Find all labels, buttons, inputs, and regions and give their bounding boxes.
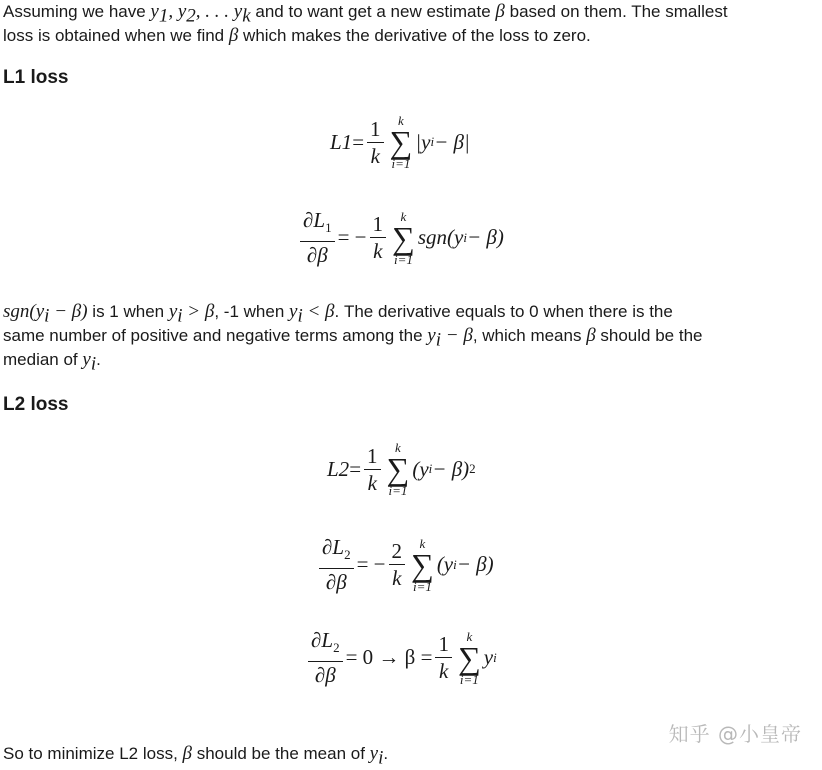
watermark: 知乎 @小皇帝 [668,722,802,746]
l2-derivative-equation: $\frac{\partial L_2}{\partial\beta}$ = − $\frac{2}{k}$ k ∑ i=1 (y i − β) [316,535,494,594]
summation: k ∑ i=1 [392,208,415,267]
l2-loss-equation: L2 = $\frac{1}{k}$ k ∑ i=1 (y i − β) 2 [327,440,476,498]
fraction-1-over-k: $\frac{1}{k}$ [367,117,384,168]
l1-explain-line-1: $sgn(y_i - \beta)$ is 1 when $y_i > \beta$, -1 when $y_i < \beta$. The derivative equals to 0 when there is the [3,301,673,327]
l1-heading: L1 loss [3,67,69,88]
l1-explain-line-3: median of $y_i$. [3,349,101,375]
intro-line-1: Assuming we have $y_1$, $y_2$, . . . $y_k$ and to want get a new estimate β based on them. The smallest [3,1,728,27]
summation: k ∑ i=1 [457,628,481,687]
partial-fraction: $\frac{\partial L_1}{\partial\beta}$ [300,208,335,267]
fraction-2-over-k: $\frac{2}{k}$ [389,539,406,590]
partial-fraction: $\frac{\partial L_2}{\partial\beta}$ [319,535,354,594]
summation: k ∑ i=1 [411,535,434,594]
l2-solution-equation: $\frac{\partial L_2}{\partial\beta}$ = 0 → β = $\frac{1}{k}$ k ∑ i=1 y i [305,628,497,687]
l1-explain-line-2: same number of positive and negative terms among the $y_i - \beta$, which means β should be the [3,325,703,351]
fraction-1-over-k: $\frac{1}{k}$ [364,444,381,495]
intro-line-2: loss is obtained when we find β which makes the derivative of the loss to zero. [3,25,591,46]
fraction-1-over-k: $\frac{1}{k}$ [435,632,452,683]
l1-derivative-equation: $\frac{\partial L_1}{\partial\beta}$ = − $\frac{1}{k}$ k ∑ i=1 sgn(y i − β) [297,208,504,267]
l1-loss-equation: L1 = $\frac{1}{k}$ k ∑ i=1 |y i − β| [330,113,470,171]
summation: k ∑ i=1 [386,440,410,498]
fraction-1-over-k: $\frac{1}{k}$ [370,212,387,263]
l2-heading: L2 loss [3,394,69,415]
partial-fraction: $\frac{\partial L_2}{\partial\beta}$ [308,628,343,687]
summation: k ∑ i=1 [389,113,413,171]
conclusion-line: So to minimize L2 loss, β should be the mean of $y_i$. [3,743,389,769]
